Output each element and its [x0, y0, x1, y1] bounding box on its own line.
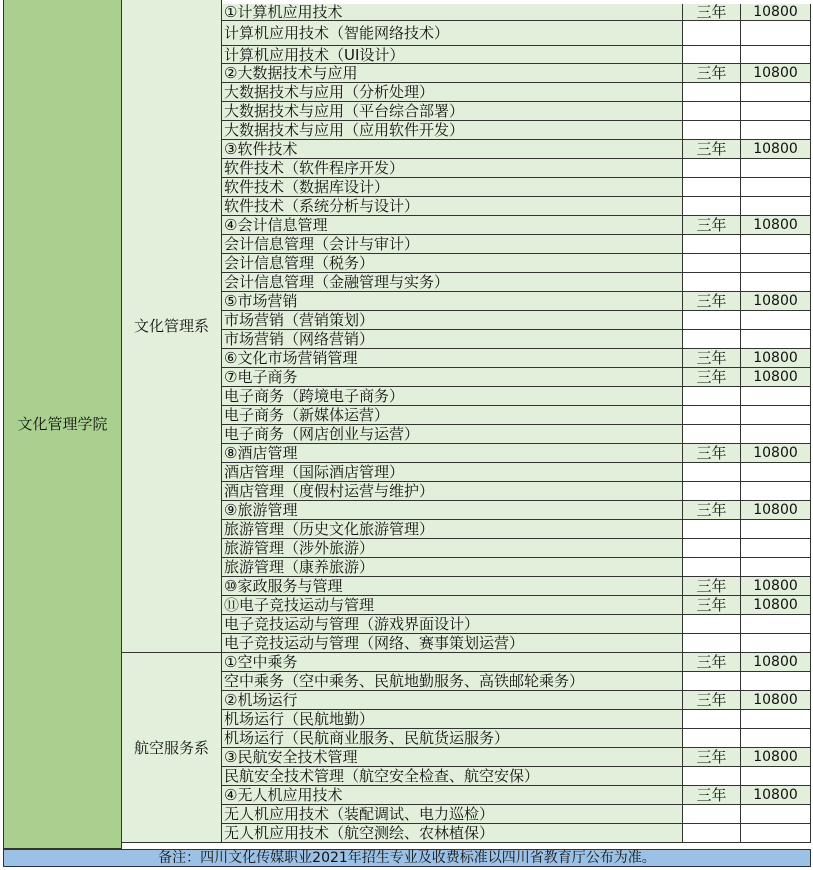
- fee-cell: [741, 672, 811, 691]
- fee-cell: [741, 425, 811, 444]
- major-name: ④无人机应用技术: [222, 786, 683, 805]
- department-cell: [122, 0, 222, 653]
- duration-cell: [683, 102, 741, 121]
- fee-cell: 10800: [741, 501, 811, 520]
- fee-cell: [741, 558, 811, 577]
- fee-cell: 10800: [741, 4, 811, 21]
- major-name: ③软件技术: [222, 140, 683, 159]
- duration-cell: [683, 21, 741, 46]
- department-cell: [122, 653, 222, 843]
- duration-cell: [683, 197, 741, 216]
- fee-cell: [741, 805, 811, 824]
- major-name: 旅游管理（涉外旅游）: [222, 539, 683, 558]
- major-name: 市场营销（营销策划）: [222, 311, 683, 330]
- duration-cell: 三年: [683, 4, 741, 21]
- duration-cell: 三年: [683, 748, 741, 767]
- footnote: 备注：四川文化传媒职业2021年招生专业及收费标准以四川省教育厅公布为准。: [3, 849, 811, 867]
- major-name: 电子商务（新媒体运营）: [222, 406, 683, 425]
- major-name: 市场营销（网络营销）: [222, 330, 683, 349]
- major-name: 旅游管理（康养旅游）: [222, 558, 683, 577]
- duration-cell: [683, 520, 741, 539]
- college-cell: [3, 0, 122, 849]
- fee-cell: [741, 539, 811, 558]
- major-name: ⑦电子商务: [222, 368, 683, 387]
- fee-cell: 10800: [741, 64, 811, 83]
- duration-cell: 三年: [683, 786, 741, 805]
- duration-cell: 三年: [683, 501, 741, 520]
- duration-cell: [683, 729, 741, 748]
- fee-cell: [741, 178, 811, 197]
- major-name: 计算机应用技术（智能网络技术）: [222, 21, 683, 46]
- duration-cell: [683, 121, 741, 140]
- fee-cell: 10800: [741, 691, 811, 710]
- major-name: 空中乘务（空中乘务、民航地勤服务、高铁邮轮乘务）: [222, 672, 683, 691]
- major-name: ⑥文化市场营销管理: [222, 349, 683, 368]
- duration-cell: [683, 406, 741, 425]
- major-name: 民航安全技术管理（航空安全检查、航空安保）: [222, 767, 683, 786]
- fee-cell: [741, 311, 811, 330]
- duration-cell: 三年: [683, 216, 741, 235]
- fee-cell: [741, 767, 811, 786]
- duration-cell: [683, 159, 741, 178]
- major-name: 会计信息管理（会计与审计）: [222, 235, 683, 254]
- major-name: 会计信息管理（税务）: [222, 254, 683, 273]
- fee-cell: 10800: [741, 577, 811, 596]
- duration-cell: [683, 235, 741, 254]
- duration-cell: 三年: [683, 140, 741, 159]
- fee-cell: 10800: [741, 292, 811, 311]
- duration-cell: [683, 387, 741, 406]
- major-name: 会计信息管理（金融管理与实务）: [222, 273, 683, 292]
- major-name: 大数据技术与应用（分析处理）: [222, 83, 683, 102]
- major-name: ⑤市场营销: [222, 292, 683, 311]
- fee-cell: [741, 83, 811, 102]
- major-name: ⑨旅游管理: [222, 501, 683, 520]
- major-name: 无人机应用技术（装配调试、电力巡检）: [222, 805, 683, 824]
- duration-cell: 三年: [683, 349, 741, 368]
- major-name: 电子竞技运动与管理（游戏界面设计）: [222, 615, 683, 634]
- fee-cell: [741, 729, 811, 748]
- department-name: 文化管理系: [133, 317, 209, 335]
- fee-cell: [741, 634, 811, 653]
- major-name: 大数据技术与应用（应用软件开发）: [222, 121, 683, 140]
- duration-cell: 三年: [683, 368, 741, 387]
- fee-cell: [741, 121, 811, 140]
- duration-cell: 三年: [683, 444, 741, 463]
- major-name: ①空中乘务: [222, 653, 683, 672]
- fee-cell: [741, 235, 811, 254]
- fee-cell: 10800: [741, 786, 811, 805]
- fee-cell: 10800: [741, 596, 811, 615]
- major-name: ①计算机应用技术: [222, 4, 683, 21]
- fee-cell: [741, 159, 811, 178]
- duration-cell: [683, 805, 741, 824]
- duration-cell: [683, 710, 741, 729]
- duration-cell: 三年: [683, 292, 741, 311]
- fee-cell: [741, 406, 811, 425]
- duration-cell: [683, 767, 741, 786]
- duration-cell: 三年: [683, 596, 741, 615]
- fee-cell: 10800: [741, 653, 811, 672]
- fee-cell: [741, 21, 811, 46]
- fee-cell: 10800: [741, 216, 811, 235]
- major-name: 酒店管理（国际酒店管理）: [222, 463, 683, 482]
- duration-cell: 三年: [683, 691, 741, 710]
- major-name: ③民航安全技术管理: [222, 748, 683, 767]
- major-name: ②大数据技术与应用: [222, 64, 683, 83]
- major-name: ⑧酒店管理: [222, 444, 683, 463]
- duration-cell: [683, 539, 741, 558]
- fee-cell: [741, 387, 811, 406]
- major-name: 机场运行（民航地勤）: [222, 710, 683, 729]
- major-name: 电子商务（网店创业与运营）: [222, 425, 683, 444]
- duration-cell: [683, 672, 741, 691]
- fee-cell: [741, 824, 811, 843]
- major-name: 旅游管理（历史文化旅游管理）: [222, 520, 683, 539]
- major-name: 无人机应用技术（航空测绘、农林植保）: [222, 824, 683, 843]
- fee-cell: [741, 482, 811, 501]
- department-name: 航空服务系: [133, 738, 209, 757]
- duration-cell: [683, 273, 741, 292]
- fee-cell: 10800: [741, 444, 811, 463]
- fee-cell: [741, 615, 811, 634]
- fee-cell: [741, 46, 811, 64]
- fee-cell: [741, 463, 811, 482]
- fee-cell: 10800: [741, 368, 811, 387]
- duration-cell: [683, 615, 741, 634]
- major-name: ②机场运行: [222, 691, 683, 710]
- fee-cell: [741, 254, 811, 273]
- duration-cell: [683, 558, 741, 577]
- duration-cell: [683, 330, 741, 349]
- college-name: 文化管理学院: [17, 415, 108, 433]
- major-name: 电子商务（跨境电子商务）: [222, 387, 683, 406]
- major-name: 大数据技术与应用（平台综合部署）: [222, 102, 683, 121]
- fee-cell: [741, 330, 811, 349]
- major-name: ⑩家政服务与管理: [222, 577, 683, 596]
- duration-cell: [683, 254, 741, 273]
- major-name: ④会计信息管理: [222, 216, 683, 235]
- fee-cell: [741, 102, 811, 121]
- duration-cell: [683, 311, 741, 330]
- fee-cell: [741, 197, 811, 216]
- major-name: 软件技术（系统分析与设计）: [222, 197, 683, 216]
- duration-cell: 三年: [683, 653, 741, 672]
- major-name: ⑪电子竞技运动与管理: [222, 596, 683, 615]
- fee-cell: [741, 710, 811, 729]
- major-name: 软件技术（软件程序开发）: [222, 159, 683, 178]
- duration-cell: [683, 46, 741, 64]
- fee-cell: [741, 273, 811, 292]
- duration-cell: [683, 824, 741, 843]
- major-name: 计算机应用技术（UI设计）: [222, 46, 683, 64]
- duration-cell: [683, 425, 741, 444]
- duration-cell: [683, 634, 741, 653]
- major-name: 机场运行（民航商业服务、民航货运服务）: [222, 729, 683, 748]
- duration-cell: [683, 178, 741, 197]
- duration-cell: 三年: [683, 577, 741, 596]
- duration-cell: [683, 83, 741, 102]
- duration-cell: [683, 482, 741, 501]
- major-name: 电子竞技运动与管理（网络、赛事策划运营）: [222, 634, 683, 653]
- duration-cell: [683, 463, 741, 482]
- major-name: 酒店管理（度假村运营与维护）: [222, 482, 683, 501]
- fee-cell: [741, 520, 811, 539]
- fee-cell: 10800: [741, 349, 811, 368]
- duration-cell: 三年: [683, 64, 741, 83]
- fee-cell: 10800: [741, 748, 811, 767]
- major-name: 软件技术（数据库设计）: [222, 178, 683, 197]
- fee-cell: 10800: [741, 140, 811, 159]
